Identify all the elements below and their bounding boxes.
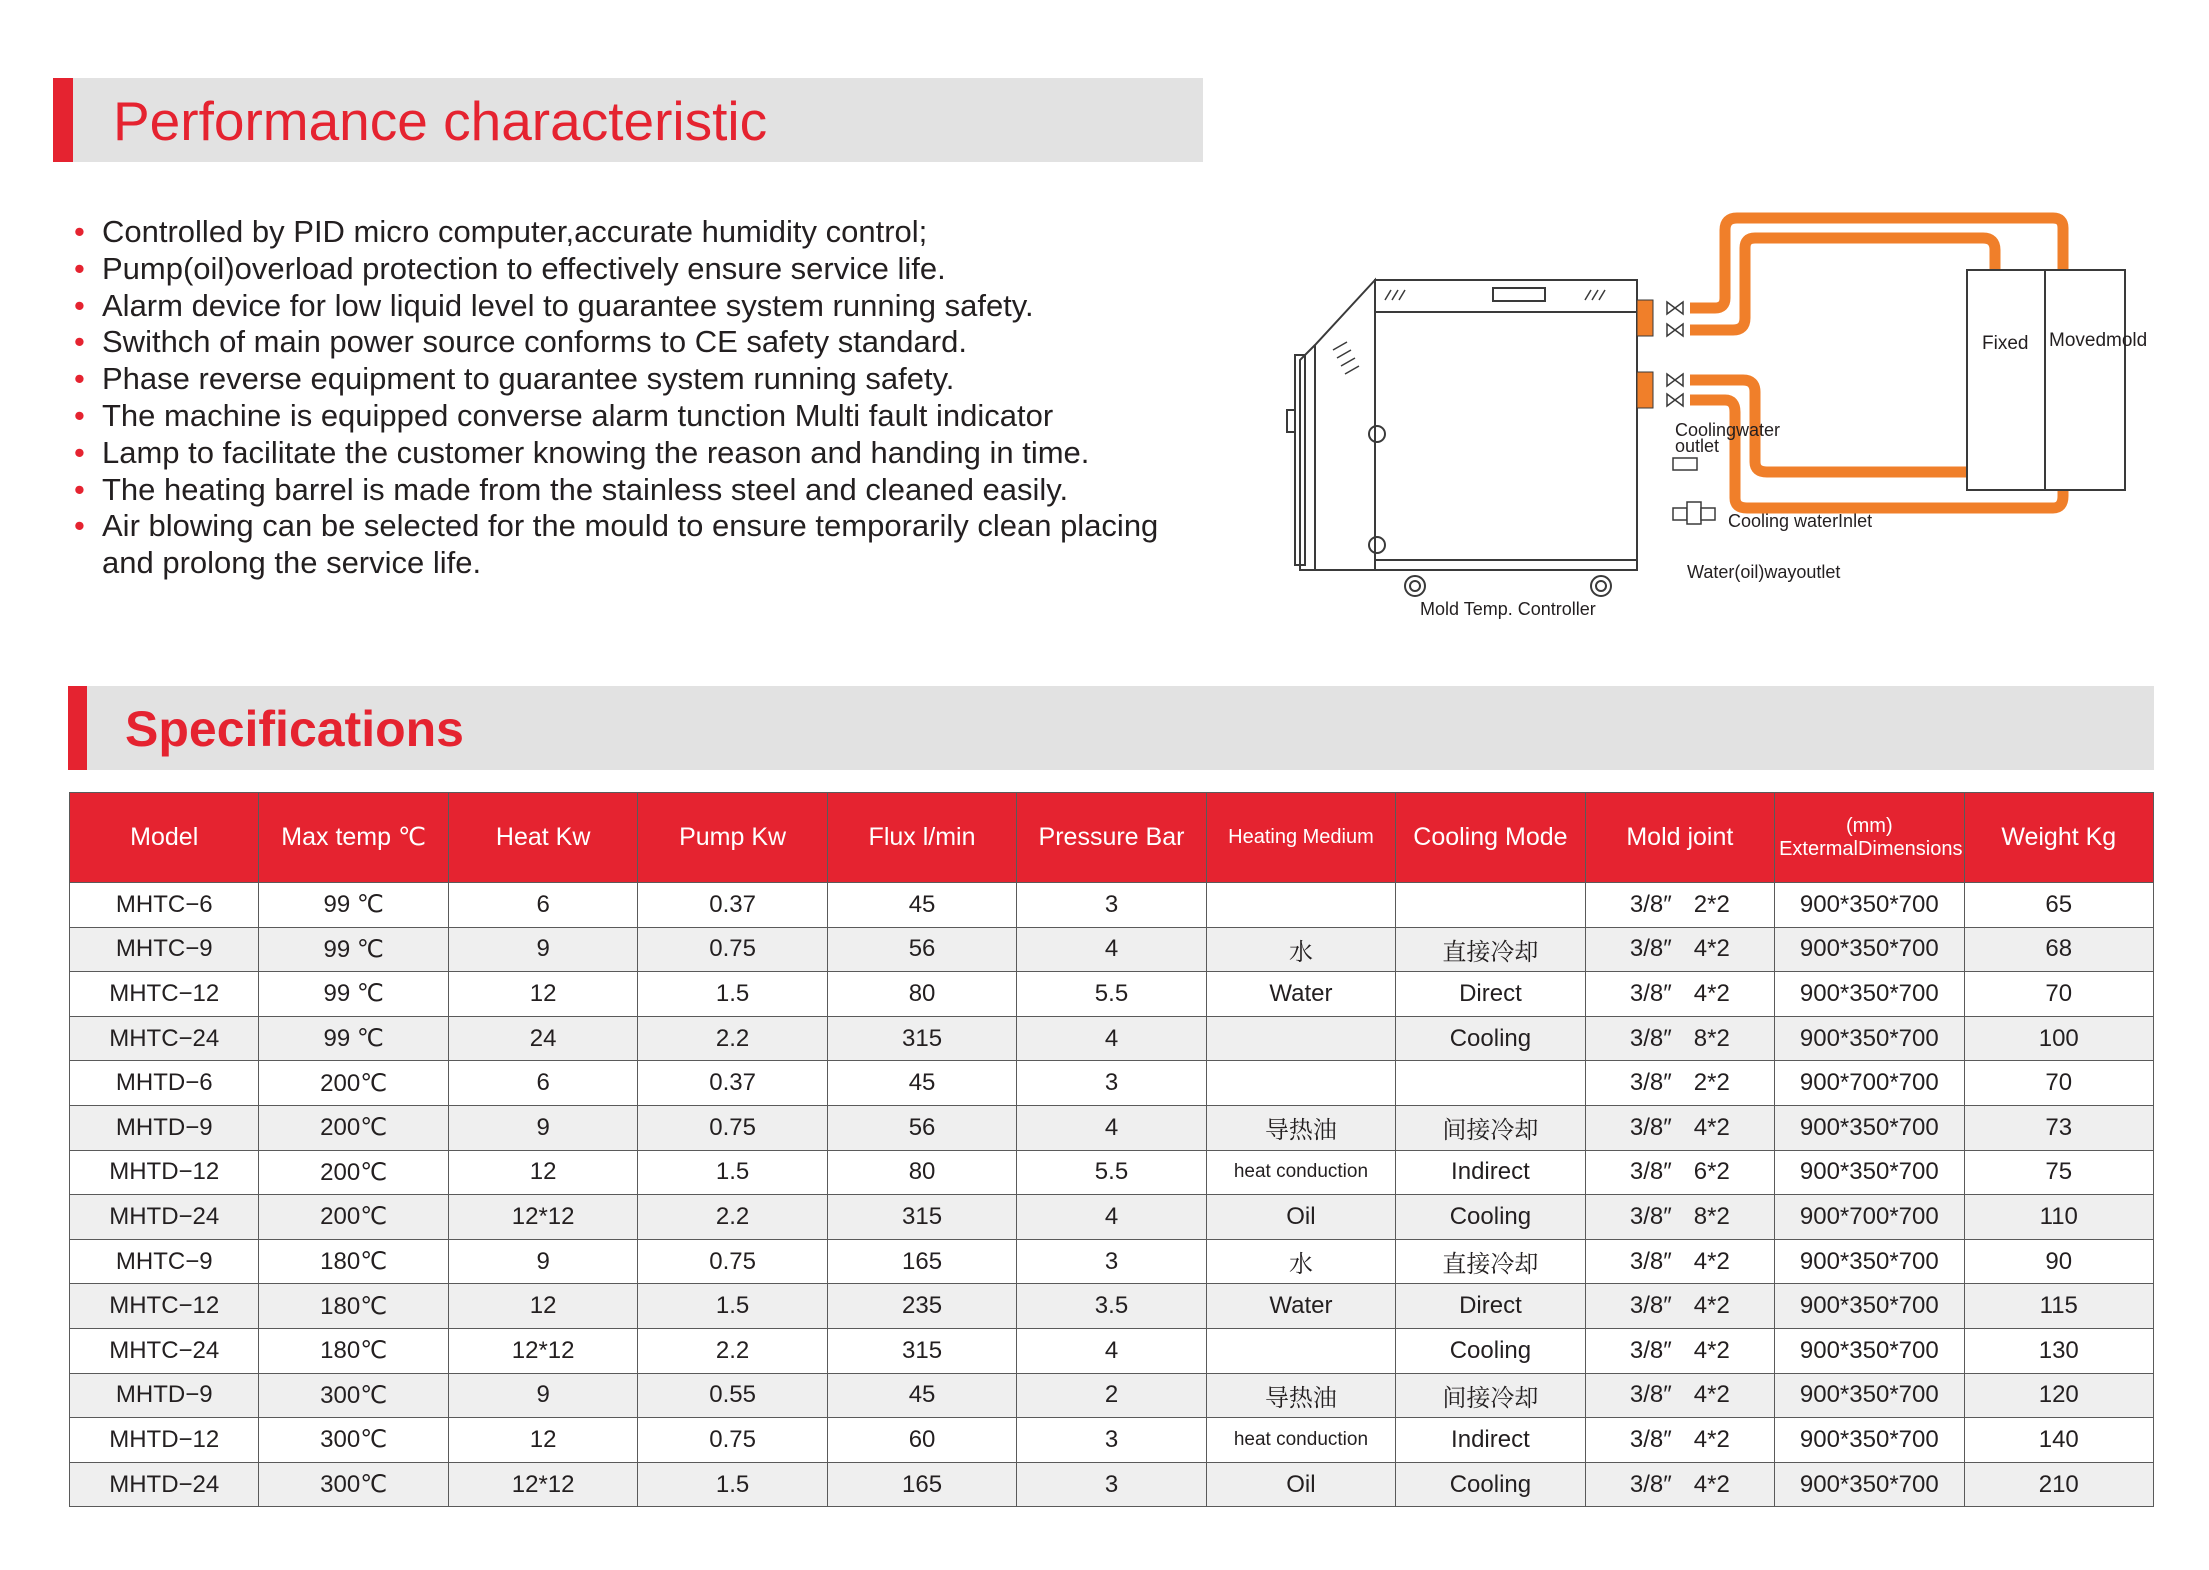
diagram-label-cooling-water-inlet: Cooling waterInlet (1728, 511, 1873, 531)
cell-weight: 90 (1964, 1239, 2153, 1284)
vent-icon (1333, 290, 1605, 374)
cell-dimensions: 900*350*700 (1775, 1284, 1964, 1329)
header-accent-bar (68, 686, 87, 770)
joint-count: 4*2 (1693, 1470, 1730, 1498)
cell-cooling-mode (1396, 883, 1585, 928)
cell-cooling-mode: 直接冷却 (1396, 1239, 1585, 1284)
cell-weight: 73 (1964, 1105, 2153, 1150)
cell-heating-medium: Water (1206, 972, 1395, 1017)
cell-cooling-mode: 间接冷却 (1396, 1373, 1585, 1418)
joint-size: 3/8″ (1629, 1425, 1672, 1453)
cell-heat-kw: 9 (448, 1373, 637, 1418)
cell-max-temp: 180℃ (259, 1239, 448, 1284)
feature-item: • Pump(oil)overload protection to effectively ensure service life. (72, 251, 1212, 288)
column-header-pump-kw: Pump Kw (638, 793, 827, 883)
table-row (70, 883, 2154, 928)
joint-size: 3/8″ (1629, 935, 1672, 963)
cell-heating-medium: 导热油 (1206, 1105, 1395, 1150)
cell-flux: 60 (827, 1418, 1016, 1463)
cell-cooling-mode: Cooling (1396, 1462, 1585, 1507)
cell-dimensions: 900*700*700 (1775, 1061, 1964, 1106)
table-body (70, 883, 2154, 1507)
cell-max-temp: 99 ℃ (259, 1016, 448, 1061)
dimensions-label: ExtermalDimensions (1779, 837, 1963, 860)
cell-weight: 70 (1964, 972, 2153, 1017)
specifications-header (68, 686, 2154, 770)
cell-pump-kw: 0.55 (638, 1373, 827, 1418)
cell-mold-joint (1585, 1373, 1774, 1418)
joint-size: 3/8″ (1629, 979, 1672, 1007)
joint-size: 3/8″ (1629, 1069, 1672, 1097)
cell-mold-joint (1585, 1105, 1774, 1150)
cell-pressure: 4 (1017, 1328, 1206, 1373)
cell-model: MHTC−9 (70, 1239, 259, 1284)
cell-cooling-mode (1396, 1061, 1585, 1106)
dimensions-unit: (mm) (1845, 814, 1893, 837)
cell-mold-joint (1585, 1328, 1774, 1373)
cell-weight: 100 (1964, 1016, 2153, 1061)
cell-model: MHTD−24 (70, 1462, 259, 1507)
cell-pump-kw: 0.37 (638, 1061, 827, 1106)
cell-heating-medium: 导热油 (1206, 1373, 1395, 1418)
performance-header (53, 78, 1203, 162)
joint-count: 4*2 (1693, 1425, 1730, 1453)
cell-heat-kw: 9 (448, 927, 637, 972)
cell-dimensions: 900*350*700 (1775, 1462, 1964, 1507)
cell-weight: 65 (1964, 883, 2153, 928)
cell-max-temp: 99 ℃ (259, 972, 448, 1017)
table-row (70, 1195, 2154, 1240)
cell-max-temp: 99 ℃ (259, 927, 448, 972)
cell-pump-kw: 1.5 (638, 972, 827, 1017)
column-header-heating-medium: Heating Medium (1206, 793, 1395, 883)
feature-item: • The machine is equipped converse alarm tunction Multi fault indicator (72, 398, 1212, 435)
table-row (70, 1462, 2154, 1507)
cell-max-temp: 200℃ (259, 1105, 448, 1150)
cell-heat-kw: 6 (448, 1061, 637, 1106)
joint-count: 4*2 (1693, 1247, 1730, 1275)
joint-count: 8*2 (1693, 1024, 1730, 1052)
joint-size: 3/8″ (1629, 1202, 1672, 1230)
joint-size: 3/8″ (1629, 1113, 1672, 1141)
cell-weight: 130 (1964, 1328, 2153, 1373)
cell-flux: 56 (827, 1105, 1016, 1150)
table-row (70, 972, 2154, 1017)
cell-dimensions: 900*350*700 (1775, 972, 1964, 1017)
cell-flux: 315 (827, 1195, 1016, 1240)
cell-mold-joint (1585, 927, 1774, 972)
cell-cooling-mode: Cooling (1396, 1195, 1585, 1240)
diagram-label-cooling-water-outlet: outlet (1675, 436, 1720, 456)
cell-mold-joint (1585, 1418, 1774, 1463)
cell-weight: 140 (1964, 1418, 2153, 1463)
cell-pressure: 3 (1017, 1239, 1206, 1284)
cell-pump-kw: 0.37 (638, 883, 827, 928)
cell-cooling-mode: 间接冷却 (1396, 1105, 1585, 1150)
cell-heating-medium: Oil (1206, 1462, 1395, 1507)
cell-pressure: 5.5 (1017, 1150, 1206, 1195)
table-row (70, 1016, 2154, 1061)
cell-pressure: 3 (1017, 883, 1206, 928)
cell-model: MHTC−9 (70, 927, 259, 972)
column-header-pressure: Pressure Bar (1017, 793, 1206, 883)
controller-machine (1287, 280, 1637, 596)
cell-pump-kw: 2.2 (638, 1195, 827, 1240)
table-row (70, 1150, 2154, 1195)
table-row (70, 1328, 2154, 1373)
cell-flux: 45 (827, 1061, 1016, 1106)
cell-model: MHTD−9 (70, 1373, 259, 1418)
joint-size: 3/8″ (1629, 1024, 1672, 1052)
feature-item: • Phase reverse equipment to guarantee system running safety. (72, 361, 1212, 398)
cell-max-temp: 200℃ (259, 1195, 448, 1240)
joint-count: 4*2 (1693, 1381, 1730, 1409)
table-row (70, 927, 2154, 972)
cell-pump-kw: 0.75 (638, 1239, 827, 1284)
cell-weight: 115 (1964, 1284, 2153, 1329)
cell-pressure: 4 (1017, 1105, 1206, 1150)
cell-model: MHTC−12 (70, 972, 259, 1017)
cell-cooling-mode: Cooling (1396, 1016, 1585, 1061)
joint-count: 2*2 (1693, 1069, 1730, 1097)
table-row (70, 1239, 2154, 1284)
cell-model: MHTD−24 (70, 1195, 259, 1240)
cell-pressure: 3 (1017, 1061, 1206, 1106)
joint-size: 3/8″ (1629, 1292, 1672, 1320)
cell-max-temp: 300℃ (259, 1373, 448, 1418)
cell-mold-joint (1585, 1150, 1774, 1195)
cell-dimensions: 900*350*700 (1775, 883, 1964, 928)
header-accent-bar (53, 78, 73, 162)
cell-cooling-mode: Indirect (1396, 1150, 1585, 1195)
cell-model: MHTD−9 (70, 1105, 259, 1150)
diagram-label-water-oil-outlet: Water(oil)wayoutlet (1687, 562, 1841, 582)
cell-flux: 235 (827, 1284, 1016, 1329)
cell-heat-kw: 12*12 (448, 1328, 637, 1373)
mold-blocks (1967, 270, 2125, 490)
cell-heating-medium: Oil (1206, 1195, 1395, 1240)
column-header-max-temp: Max temp ℃ (259, 793, 448, 883)
cell-mold-joint (1585, 883, 1774, 928)
diagram-label-fixed: Fixed (1982, 333, 2029, 354)
cell-weight: 110 (1964, 1195, 2153, 1240)
cell-heating-medium (1206, 1061, 1395, 1106)
cell-pump-kw: 2.2 (638, 1328, 827, 1373)
cell-pressure: 3.5 (1017, 1284, 1206, 1329)
cell-flux: 56 (827, 927, 1016, 972)
cell-pump-kw: 2.2 (638, 1016, 827, 1061)
cell-heat-kw: 12*12 (448, 1462, 637, 1507)
cell-dimensions: 900*350*700 (1775, 1418, 1964, 1463)
feature-item: • Air blowing can be selected for the mould to ensure temporarily clean placing and prolong the service life. (72, 508, 1212, 582)
cell-heating-medium (1206, 1328, 1395, 1373)
cell-heat-kw: 9 (448, 1239, 637, 1284)
table-row (70, 1061, 2154, 1106)
cell-pressure: 4 (1017, 1016, 1206, 1061)
cell-flux: 45 (827, 1373, 1016, 1418)
table-row (70, 1373, 2154, 1418)
cell-heat-kw: 12 (448, 972, 637, 1017)
cell-dimensions: 900*700*700 (1775, 1195, 1964, 1240)
valve-icon (1667, 302, 1683, 406)
cell-mold-joint (1585, 1061, 1774, 1106)
cell-weight: 68 (1964, 927, 2153, 972)
cell-heat-kw: 12 (448, 1150, 637, 1195)
cell-weight: 75 (1964, 1150, 2153, 1195)
cell-dimensions: 900*350*700 (1775, 1239, 1964, 1284)
cell-max-temp: 180℃ (259, 1328, 448, 1373)
cell-model: MHTC−12 (70, 1284, 259, 1329)
diagram-label-cooling-water-outlet: Coolingwater (1675, 420, 1781, 440)
cell-pump-kw: 1.5 (638, 1284, 827, 1329)
cell-pressure: 5.5 (1017, 972, 1206, 1017)
pipe-fittings (1637, 300, 1653, 408)
cell-heat-kw: 12*12 (448, 1195, 637, 1240)
column-header-dimensions (1775, 793, 1964, 883)
cell-dimensions: 900*350*700 (1775, 1016, 1964, 1061)
cell-pump-kw: 1.5 (638, 1462, 827, 1507)
cell-flux: 80 (827, 1150, 1016, 1195)
cell-model: MHTC−6 (70, 883, 259, 928)
cell-heating-medium: 水 (1206, 1239, 1395, 1284)
table-row (70, 1105, 2154, 1150)
feature-item: • Swithch of main power source conforms to CE safety standard. (72, 324, 1212, 361)
cell-cooling-mode: Indirect (1396, 1418, 1585, 1463)
cell-heat-kw: 6 (448, 883, 637, 928)
column-header-mold-joint: Mold joint (1585, 793, 1774, 883)
specifications-table (69, 792, 2154, 1507)
cell-weight: 120 (1964, 1373, 2153, 1418)
joint-count: 2*2 (1693, 890, 1730, 918)
specifications-title: Specifications (125, 701, 464, 757)
joint-count: 4*2 (1693, 979, 1730, 1007)
cell-mold-joint (1585, 1284, 1774, 1329)
cell-cooling-mode: Cooling (1396, 1328, 1585, 1373)
column-header-weight: Weight Kg (1964, 793, 2153, 883)
cell-pump-kw: 1.5 (638, 1150, 827, 1195)
cell-max-temp: 99 ℃ (259, 883, 448, 928)
table-row (70, 1418, 2154, 1463)
cell-heat-kw: 9 (448, 1105, 637, 1150)
cell-flux: 165 (827, 1462, 1016, 1507)
joint-count: 4*2 (1693, 935, 1730, 963)
feature-list (72, 214, 1212, 582)
cell-heating-medium: 水 (1206, 927, 1395, 972)
joint-size: 3/8″ (1629, 1336, 1672, 1364)
diagram-label-moved-mold: Movedmold (2049, 330, 2148, 351)
cell-dimensions: 900*350*700 (1775, 1328, 1964, 1373)
table-header-row (70, 793, 2154, 883)
cell-pressure: 4 (1017, 1195, 1206, 1240)
cell-pressure: 3 (1017, 1462, 1206, 1507)
cell-heating-medium: heat conduction (1206, 1150, 1395, 1195)
cell-heat-kw: 12 (448, 1284, 637, 1329)
cell-dimensions: 900*350*700 (1775, 1150, 1964, 1195)
cell-cooling-mode: 直接冷却 (1396, 927, 1585, 972)
cell-dimensions: 900*350*700 (1775, 1373, 1964, 1418)
cell-flux: 45 (827, 883, 1016, 928)
cell-max-temp: 200℃ (259, 1061, 448, 1106)
cell-pressure: 2 (1017, 1373, 1206, 1418)
connector-icon (1673, 458, 1715, 524)
cell-mold-joint (1585, 972, 1774, 1017)
joint-size: 3/8″ (1629, 1247, 1672, 1275)
cell-model: MHTD−12 (70, 1150, 259, 1195)
cell-flux: 80 (827, 972, 1016, 1017)
cell-heating-medium: Water (1206, 1284, 1395, 1329)
cell-heating-medium: heat conduction (1206, 1418, 1395, 1463)
column-header-flux: Flux l/min (827, 793, 1016, 883)
cell-dimensions: 900*350*700 (1775, 927, 1964, 972)
cell-pressure: 3 (1017, 1418, 1206, 1463)
cell-flux: 315 (827, 1328, 1016, 1373)
cell-pump-kw: 0.75 (638, 1418, 827, 1463)
performance-title: Performance characteristic (113, 90, 768, 152)
cell-model: MHTC−24 (70, 1016, 259, 1061)
diagram-caption: Mold Temp. Controller (1420, 599, 1596, 619)
joint-count: 4*2 (1693, 1113, 1730, 1141)
cell-weight: 210 (1964, 1462, 2153, 1507)
cell-heat-kw: 24 (448, 1016, 637, 1061)
cell-pressure: 4 (1017, 927, 1206, 972)
cell-weight: 70 (1964, 1061, 2153, 1106)
cell-mold-joint (1585, 1462, 1774, 1507)
cell-flux: 315 (827, 1016, 1016, 1061)
feature-item: • Lamp to facilitate the customer knowing the reason and handing in time. (72, 435, 1212, 472)
joint-size: 3/8″ (1629, 1381, 1672, 1409)
mold-controller-diagram (1255, 200, 2148, 630)
cell-flux: 165 (827, 1239, 1016, 1284)
cell-heating-medium (1206, 1016, 1395, 1061)
cell-heating-medium (1206, 883, 1395, 928)
cell-heat-kw: 12 (448, 1418, 637, 1463)
cell-max-temp: 300℃ (259, 1418, 448, 1463)
cell-mold-joint (1585, 1239, 1774, 1284)
cell-cooling-mode: Direct (1396, 972, 1585, 1017)
joint-count: 4*2 (1693, 1336, 1730, 1364)
column-header-model: Model (70, 793, 259, 883)
joint-size: 3/8″ (1629, 1470, 1672, 1498)
feature-item: • Alarm device for low liquid level to guarantee system running safety. (72, 288, 1212, 325)
cell-cooling-mode: Direct (1396, 1284, 1585, 1329)
column-header-cooling-mode: Cooling Mode (1396, 793, 1585, 883)
cell-mold-joint (1585, 1016, 1774, 1061)
table-row (70, 1284, 2154, 1329)
cell-max-temp: 180℃ (259, 1284, 448, 1329)
cell-max-temp: 200℃ (259, 1150, 448, 1195)
feature-item: • The heating barrel is made from the stainless steel and cleaned easily. (72, 472, 1212, 509)
cell-pump-kw: 0.75 (638, 927, 827, 972)
joint-size: 3/8″ (1629, 890, 1672, 918)
feature-item: • Controlled by PID micro computer,accurate humidity control; (72, 214, 1212, 251)
joint-count: 8*2 (1693, 1202, 1730, 1230)
cell-pump-kw: 0.75 (638, 1105, 827, 1150)
cell-model: MHTD−6 (70, 1061, 259, 1106)
column-header-heat-kw: Heat Kw (448, 793, 637, 883)
cell-model: MHTD−12 (70, 1418, 259, 1463)
cell-max-temp: 300℃ (259, 1462, 448, 1507)
joint-size: 3/8″ (1629, 1158, 1672, 1186)
joint-count: 4*2 (1693, 1292, 1730, 1320)
cell-dimensions: 900*350*700 (1775, 1105, 1964, 1150)
cell-model: MHTC−24 (70, 1328, 259, 1373)
joint-count: 6*2 (1693, 1158, 1730, 1186)
cell-mold-joint (1585, 1195, 1774, 1240)
